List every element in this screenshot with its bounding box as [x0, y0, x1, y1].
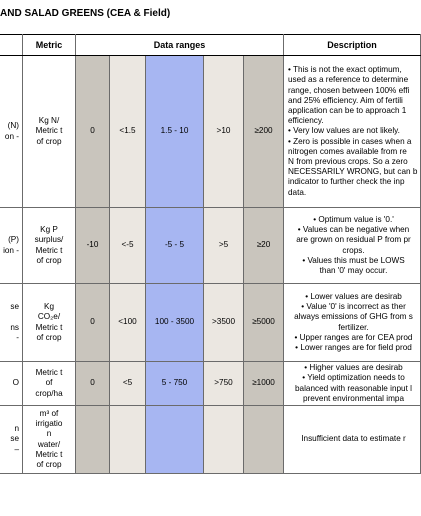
- indicator-cell: [0, 208, 23, 284]
- indicator-cell: [0, 362, 23, 406]
- range-low-cell: <-5: [110, 208, 146, 284]
- indicator-line: (P): [8, 235, 19, 245]
- description-cell: [284, 284, 421, 362]
- description-line: • Lower ranges are for field prod: [295, 342, 412, 352]
- indicator-line: O: [12, 378, 19, 388]
- description-line: range, chosen between 100% effi: [288, 85, 410, 95]
- range-high-cell: >3500: [204, 284, 244, 362]
- description-line: • Values this must be LOWS: [302, 255, 405, 265]
- header-data-ranges: Data ranges: [76, 35, 284, 56]
- indicator-cell: [0, 56, 23, 208]
- metric-line: Metric t: [35, 126, 63, 136]
- metric-line: Kg N/: [38, 116, 60, 126]
- description-line: application can be to approach 1: [288, 105, 407, 115]
- range-optimal-low-cell: 0: [76, 284, 110, 362]
- range-normal-cell: [146, 406, 204, 474]
- description-line: balanced with reasonable input l: [295, 383, 412, 393]
- metric-line: Kg: [43, 302, 54, 312]
- description-line: • Value '0' is incorrect as ther: [301, 302, 406, 312]
- range-extreme-cell: ≥5000: [244, 284, 284, 362]
- range-high-cell: [204, 406, 244, 474]
- header-description: Description: [284, 35, 421, 56]
- description-line: • Values can be negative when: [297, 225, 410, 235]
- metric-line: irrigatio: [35, 419, 63, 429]
- description-line: used as a reference to determine: [288, 75, 409, 85]
- description-line: • Lower values are desirab: [305, 291, 402, 301]
- indicator-cell: [0, 406, 23, 474]
- metric-line: of: [45, 378, 53, 388]
- indicator-line: (N): [7, 121, 19, 131]
- metric-line: water/: [37, 439, 61, 449]
- indicator-line: se: [10, 302, 19, 312]
- indicator-line: se: [10, 434, 19, 444]
- description-line: Insufficient data to estimate r: [301, 434, 406, 444]
- indicator-line: –: [14, 444, 19, 454]
- description-line: nitrogen comes available from re: [288, 146, 407, 156]
- description-line: indicator to further check the inp: [288, 177, 405, 187]
- description-line: NECESSARILY WRONG, but can b: [288, 167, 418, 177]
- description-line: always emissions of GHG from s: [294, 312, 413, 322]
- table-row: [0, 208, 421, 284]
- indicator-line: ion -: [3, 245, 19, 255]
- range-extreme-cell: ≥1000: [244, 362, 284, 406]
- table-row: [0, 406, 421, 474]
- header-indicator: [0, 35, 23, 56]
- table-row: [0, 56, 421, 208]
- range-normal-cell: 100 - 3500: [146, 284, 204, 362]
- metric-cell: [23, 362, 76, 406]
- indicator-line: ns: [10, 322, 19, 332]
- description-line: • Very low values are not likely.: [288, 126, 400, 136]
- range-extreme-cell: [244, 406, 284, 474]
- range-extreme-cell: ≥200: [244, 56, 284, 208]
- metric-line: m³ of: [39, 408, 59, 418]
- range-optimal-low-cell: -10: [76, 208, 110, 284]
- description-line: • Optimum value is '0.': [313, 214, 394, 224]
- description-cell: [284, 406, 421, 474]
- range-low-cell: <5: [110, 362, 146, 406]
- range-extreme-cell: ≥20: [244, 208, 284, 284]
- range-high-cell: >750: [204, 362, 244, 406]
- description-cell: [284, 208, 421, 284]
- metric-line: Kg P: [40, 225, 58, 235]
- description-line: and 25% efficiency. Aim of fertili: [288, 95, 403, 105]
- metric-line: Metric t: [35, 368, 63, 378]
- indicator-line: [0, 312, 19, 322]
- metric-cell: [23, 56, 76, 208]
- description-line: • Yield optimization needs to: [302, 373, 405, 383]
- metric-cell: [23, 208, 76, 284]
- range-high-cell: >5: [204, 208, 244, 284]
- metric-line: of crop: [36, 136, 62, 146]
- metric-line: Metric t: [35, 245, 63, 255]
- metric-line: crop/ha: [35, 388, 63, 398]
- indicator-line: on -: [4, 131, 19, 141]
- range-optimal-low-cell: 0: [76, 362, 110, 406]
- range-low-cell: [110, 406, 146, 474]
- description-line: crops.: [342, 245, 365, 255]
- page-title: AND SALAD GREENS (CEA & Field): [0, 8, 171, 19]
- description-line: • Higher values are desirab: [304, 363, 403, 373]
- metric-line: CO₂e/: [37, 312, 61, 322]
- description-line: are grown on residual P from pr: [296, 235, 411, 245]
- table-header-row: [0, 35, 421, 56]
- range-optimal-low-cell: 0: [76, 56, 110, 208]
- description-line: efficiency.: [288, 116, 324, 126]
- range-high-cell: >10: [204, 56, 244, 208]
- metric-cell: [23, 406, 76, 474]
- description-cell: [284, 362, 421, 406]
- description-line: fertilizer.: [338, 322, 369, 332]
- metric-line: of crop: [36, 459, 62, 469]
- description-line: prevent environmental impa: [302, 393, 405, 403]
- indicator-cell: [0, 284, 23, 362]
- table-row: [0, 362, 421, 406]
- description-line: • This is not the exact optimum,: [288, 65, 402, 75]
- range-normal-cell: 5 - 750: [146, 362, 204, 406]
- indicator-line: -: [16, 332, 19, 342]
- metric-line: surplus/: [34, 235, 64, 245]
- header-metric: Metric: [23, 35, 76, 56]
- description-line: • Zero is possible in cases when a: [288, 136, 412, 146]
- metric-line: Metric t: [35, 449, 63, 459]
- range-normal-cell: -5 - 5: [146, 208, 204, 284]
- description-line: • Upper ranges are for CEA prod: [294, 332, 413, 342]
- description-line: N from previous crops. So a zero: [288, 157, 408, 166]
- description-line: than '0' may occur.: [319, 265, 388, 275]
- description-cell: [284, 56, 421, 208]
- range-low-cell: <1.5: [110, 56, 146, 208]
- range-normal-cell: 1.5 - 10: [146, 56, 204, 208]
- table-row: [0, 284, 421, 362]
- description-line: data.: [288, 187, 307, 197]
- metric-line: of crop: [36, 332, 62, 342]
- data-ranges-table: [0, 34, 421, 474]
- range-optimal-low-cell: [76, 406, 110, 474]
- indicator-line: n: [14, 424, 19, 434]
- metric-line: n: [46, 429, 52, 439]
- range-low-cell: <100: [110, 284, 146, 362]
- metric-line: Metric t: [35, 322, 63, 332]
- metric-cell: [23, 284, 76, 362]
- metric-line: of crop: [36, 255, 62, 265]
